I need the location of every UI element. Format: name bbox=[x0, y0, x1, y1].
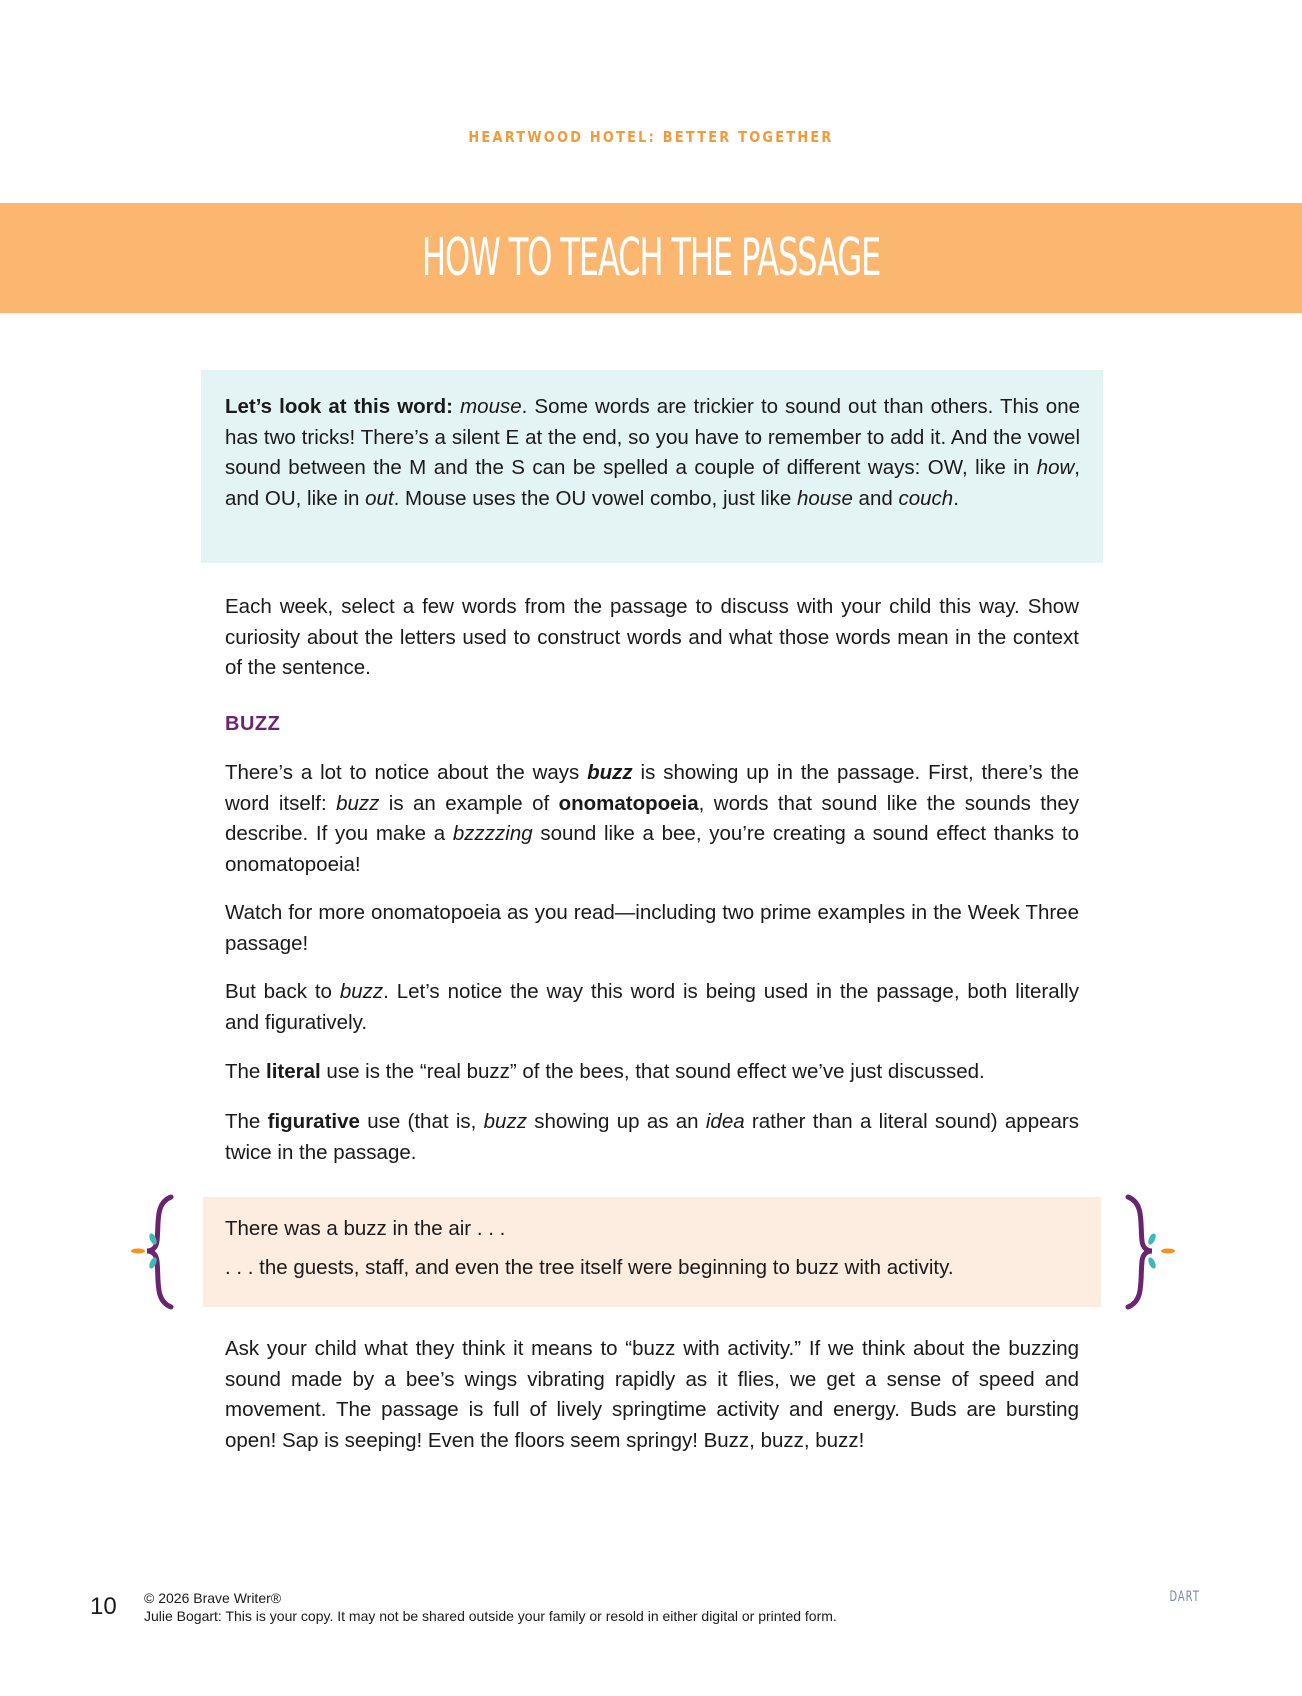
text-span: sound like a bee, you’re creating a sound effect thanks to onomatopoeia! bbox=[225, 822, 1079, 876]
text-span: The bbox=[225, 1110, 268, 1133]
right-brace-icon bbox=[1110, 1193, 1180, 1311]
text-span: bzzzzing bbox=[452, 822, 533, 845]
text-span: But back to bbox=[225, 980, 340, 1003]
page-title: HOW TO TEACH THE PASSAGE bbox=[421, 228, 881, 288]
intro-paragraph bbox=[225, 592, 1079, 684]
text-span: buzz bbox=[339, 980, 384, 1003]
text-span: use is the “real buzz” of the bees, that sound effect we’ve just discussed. bbox=[320, 1060, 985, 1083]
quote-line: There was a buzz in the air . . . bbox=[225, 1217, 506, 1240]
title-banner bbox=[0, 203, 1302, 313]
text-span: onomatopoeia bbox=[558, 791, 699, 815]
paragraph-2 bbox=[225, 898, 1079, 959]
footer-mark: DART bbox=[1169, 1589, 1200, 1605]
text-span: rather than a literal sound) appears twice in the passage. bbox=[225, 1110, 1079, 1164]
text-span: idea bbox=[705, 1110, 745, 1133]
callout-lead: Let’s look at this word: bbox=[225, 395, 454, 418]
text-span: out bbox=[365, 486, 394, 510]
quote-line: . . . the guests, staff, and even the tree itself were beginning to buzz with activity. bbox=[225, 1256, 954, 1279]
paragraph-5 bbox=[225, 1107, 1079, 1168]
running-head: HEARTWOOD HOTEL: BETTER TOGETHER bbox=[468, 128, 834, 146]
left-brace-icon bbox=[125, 1193, 195, 1311]
section-heading: BUZZ bbox=[225, 713, 281, 735]
license-line: Julie Bogart: This is your copy. It may not be shared outside your family or resold in either digital or printed form. bbox=[144, 1608, 837, 1624]
callout-word: mouse bbox=[460, 395, 522, 418]
paragraph-1 bbox=[225, 758, 1079, 880]
text-span: house bbox=[797, 486, 853, 510]
text-span: . bbox=[953, 486, 959, 510]
paragraph-3 bbox=[225, 977, 1079, 1038]
text-span: buzz bbox=[336, 791, 380, 815]
paragraph-4 bbox=[225, 1057, 1079, 1088]
text-span: is an example of bbox=[379, 791, 559, 815]
text-span: buzz bbox=[587, 761, 633, 784]
text-span: . Mouse uses the OU vowel combo, just like bbox=[393, 486, 797, 510]
page-number: 10 bbox=[90, 1593, 117, 1620]
text-span: showing up as an bbox=[526, 1110, 706, 1133]
text-span: couch bbox=[898, 486, 954, 510]
text-span: literal bbox=[266, 1060, 321, 1083]
text-span: . Let’s notice the way this word is being used in the passage, both literally and figuratively. bbox=[225, 980, 1079, 1034]
word-callout-box bbox=[201, 370, 1103, 563]
callout-text bbox=[225, 392, 1080, 514]
text-span: , words that sound like the sounds they describe. If you make a bbox=[225, 791, 1079, 845]
text-span: The bbox=[225, 1060, 267, 1083]
text-span: , and OU, like in bbox=[225, 456, 1080, 510]
text-span: use (that is, bbox=[359, 1110, 484, 1133]
intro-text: Each week, select a few words from the passage to discuss with your child this way. Show curiosity about the letters used to construct words and what those words mean in the context of the sentence. bbox=[225, 595, 1079, 679]
text-span: figurative bbox=[267, 1110, 360, 1133]
text-span: Ask your child what they think it means to “buzz with activity.” If we think about the buzzing sound made by a bee’s wings vibrating rapidly as it flies, we get a sense of speed and movement. The passage is full of lively springtime activity and energy. Buds are bursting open! Sap is seeping! Even the floors seem springy! Buzz, buzz, buzz! bbox=[225, 1337, 1079, 1452]
copyright-line: © 2026 Brave Writer® bbox=[144, 1590, 282, 1606]
text-span: how bbox=[1036, 456, 1075, 479]
text-span: . Some words are trickier to sound out than others. This one has two tricks! There’s a silent E at the end, so you have to remember to add it. And the vowel sound between the M and the S can be spelled a couple of different ways: OW, like in bbox=[225, 395, 1081, 479]
paragraph-6 bbox=[225, 1334, 1079, 1456]
text-span: There’s a lot to notice about the ways bbox=[225, 761, 588, 784]
passage-quote-box bbox=[203, 1197, 1101, 1307]
text-span: buzz bbox=[483, 1110, 527, 1133]
footer-copyright bbox=[144, 1589, 837, 1625]
text-span: and bbox=[852, 486, 899, 510]
text-span: is showing up in the passage. First, there’s the word itself: bbox=[225, 761, 1079, 815]
text-span: Watch for more onomatopoeia as you read—including two prime examples in the Week Three passage! bbox=[225, 901, 1079, 955]
